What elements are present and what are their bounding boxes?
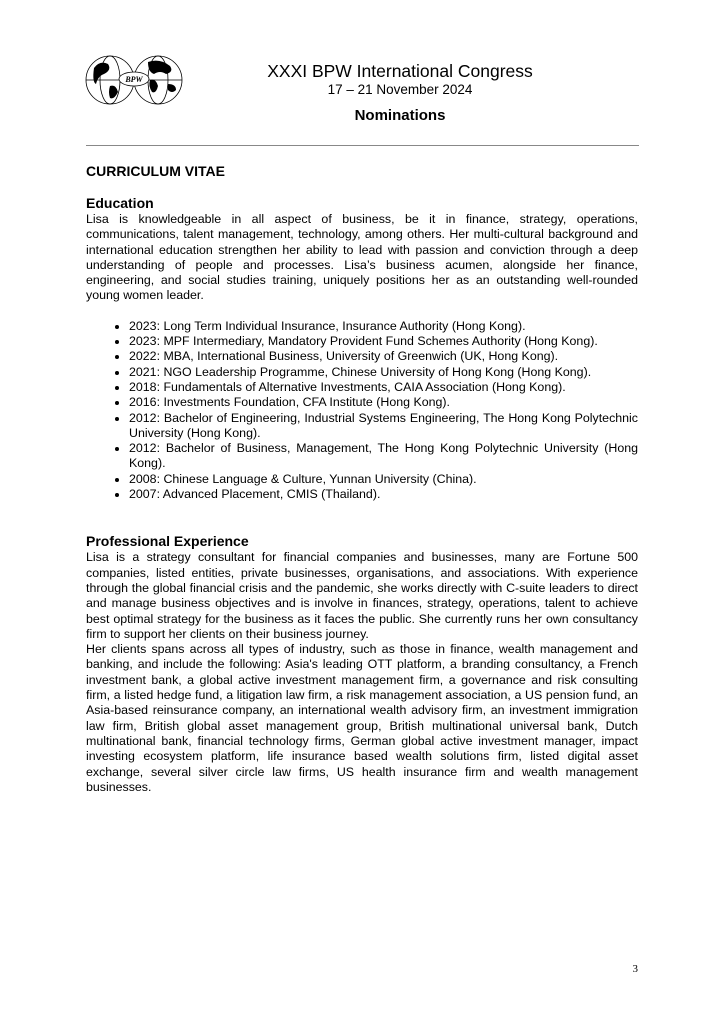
document-body	[86, 160, 638, 795]
logo-text: BPW	[125, 75, 143, 84]
education-list-item: • 2016: Investments Foundation, CFA Institute (Hong Kong).	[129, 395, 638, 410]
education-list-item: • 2007: Advanced Placement, CMIS (Thailand).	[129, 487, 638, 502]
education-list	[86, 319, 638, 503]
cv-heading: CURRICULUM VITAE	[86, 163, 225, 179]
education-paragraph: Lisa is knowledgeable in all aspect of business, be it in finance, strategy, operations, communications, talent management, technology, among others. Her multi-cultural background and international education strengthen her ability to lead with passion and conviction through a deep understanding of people and processes. Lisa’s business acumen, alongside her finance, engineering, and social studies training, uniquely positions her as an outstanding well-rounded young women leader.	[86, 212, 638, 303]
bpw-globe-logo	[84, 54, 184, 106]
education-list-item: • 2022: MBA, International Business, University of Greenwich (UK, Hong Kong).	[129, 349, 638, 364]
professional-experience-heading: Professional Experience	[86, 533, 249, 550]
education-list-item: • 2012: Bachelor of Engineering, Industrial Systems Engineering, The Hong Kong Polytechnic University (Hong Kong).	[129, 411, 638, 442]
education-heading: Education	[86, 195, 154, 211]
header-divider	[86, 145, 639, 146]
education-list-item: • 2023: MPF Intermediary, Mandatory Provident Fund Schemes Authority (Hong Kong).	[129, 334, 638, 349]
education-list-item: • 2008: Chinese Language & Culture, Yunnan University (China).	[129, 472, 638, 487]
education-list-item: • 2021: NGO Leadership Programme, Chinese University of Hong Kong (Hong Kong).	[129, 365, 638, 380]
page-number: 3	[632, 963, 638, 975]
professional-paragraph-2: Her clients spans across all types of industry, such as those in finance, wealth management and banking, and include the following: Asia's leading OTT platform, a branding consultancy, a French investment bank, a global active investment management firm, a governance and risk consulting firm, a listed hedge fund, a litigation law firm, a risk management association, a US pension fund, an Asia-based reinsurance company, an international wealth advisory firm, an investment immigration law firm, British global asset management group, British multinational universal bank, Dutch multinational bank, financial technology firms, German global active investment manager, impact investing ecosystem platform, life insurance based wealth solutions firm, listed digital asset exchange, several silver circle law firms, US health insurance firm and wealth management businesses.	[86, 642, 638, 794]
congress-title: XXXI BPW International Congress	[267, 61, 533, 81]
nominations-heading: Nominations	[354, 107, 446, 124]
education-list-item: • 2012: Bachelor of Business, Management, The Hong Kong Polytechnic University (Hong Kong).	[129, 441, 638, 472]
education-list-item: • 2018: Fundamentals of Alternative Investments, CAIA Association (Hong Kong).	[129, 380, 638, 395]
professional-paragraph-1: Lisa is a strategy consultant for financial companies and businesses, many are Fortune 500 companies, listed entities, private businesses, organisations, and associations. With experience through the global financial crisis and the pandemic, she works directly with C-suite leaders to direct and manage business objectives and is involve in finances, strategy, operations, talent to achieve best optimal strategy for the business as it faces the public. She currently runs her own consultancy firm to support her clients on their business journey.	[86, 550, 638, 641]
congress-dates: 17 – 21 November 2024	[327, 82, 473, 97]
education-list-item: • 2023: Long Term Individual Insurance, Insurance Authority (Hong Kong).	[129, 319, 638, 334]
